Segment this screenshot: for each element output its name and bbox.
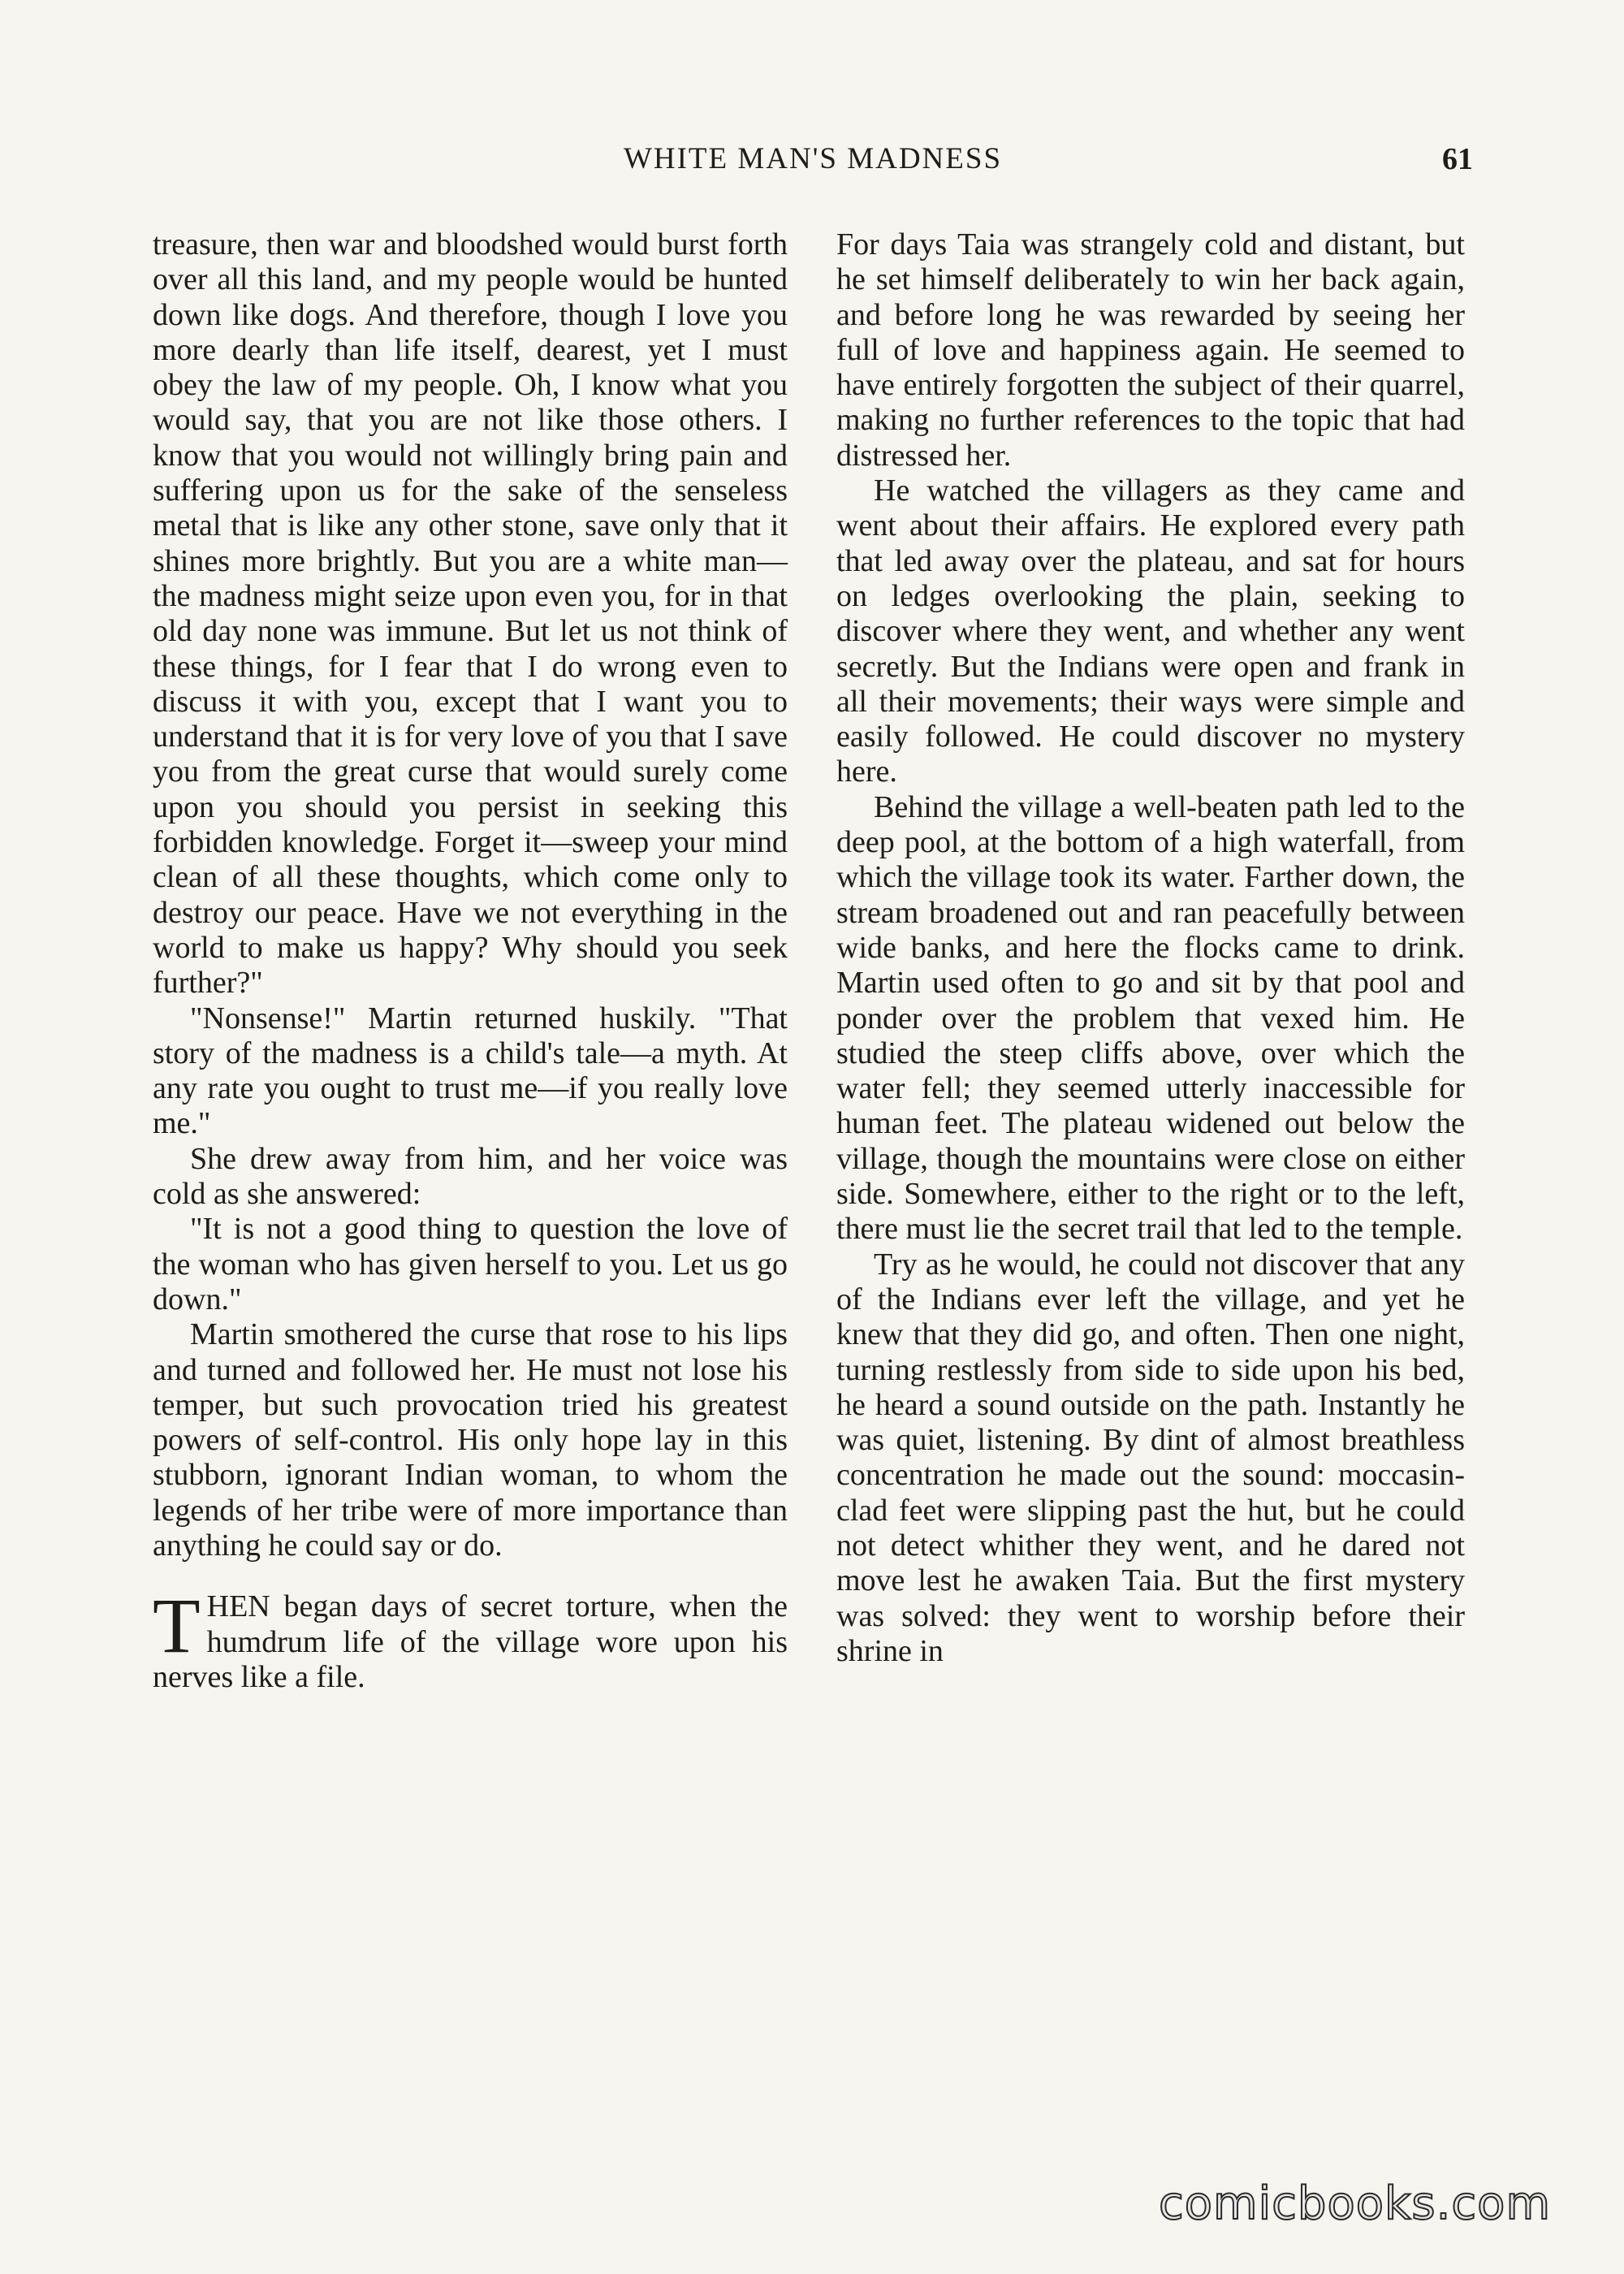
opening-smallcaps: HEN (206, 1589, 270, 1624)
page-header (153, 141, 1473, 184)
paragraph: treasure, then war and bloodshed would burst forth over all this land, and my people would be hunted down like dogs. And therefore, though I love you more dearly than life itself, dearest, yet I must obey the law of my people. Oh, I know what you would say, that you are not like those others. I know that you would not willingly bring pain and suffering upon us for the sake of the senseless metal that is like any other stone, save only that it shines more brightly. But you are a white man—the madness might seize upon even you, for in that old day none was immune. But let us not think of these things, for I fear that I do wrong even to discuss it with you, except that I want you to understand that it is for very love of you that I save you from the great curse that would surely come upon you should you persist in seeking this forbidden knowledge. Forget it—sweep your mind clean of all these thoughts, which come only to destroy our peace. Have we not everything in the world to make us happy? Why should you seek further?" (153, 227, 788, 1001)
right-column (836, 227, 1465, 1669)
paragraph: Martin smothered the curse that rose to his lips and turned and followed her. He must not lose his temper, but such provocation tried his greatest powers of self-control. His only hope lay in this stubborn, ignorant Indian woman, to whom the legends of her tribe were of more importance than anything he could say or do. (153, 1317, 788, 1563)
section-opening-paragraph (153, 1582, 788, 1695)
paragraph: "Nonsense!" Martin returned huskily. "That story of the madness is a child's tale—a myth. At any rate you ought to trust me—if you really love me." (153, 1001, 788, 1141)
left-column (153, 227, 788, 1695)
running-title: WHITE MAN'S MADNESS (623, 142, 1003, 175)
paragraph-text: began days of secret torture, when the humdrum life of the village wore upon his nerves like a file. (153, 1589, 788, 1694)
watermark: comicbooks.com (1158, 2177, 1551, 2230)
page-number: 61 (1442, 142, 1473, 176)
drop-cap: T (153, 1582, 201, 1670)
paragraph: "It is not a good thing to question the love of the woman who has given herself to you. Let us go down." (153, 1212, 788, 1316)
paragraph: He watched the villagers as they came and went about their affairs. He explored every path that led away over the plateau, and sat for hours on ledges overlooking the plain, seeking to discover where they went, and whether any went secretly. But the Indians were open and frank in all their movements; their ways were simple and easily followed. He could discover no mystery here. (836, 473, 1465, 789)
paragraph: Try as he would, he could not discover that any of the Indians ever left the village, and yet he knew that they did go, and often. Then one night, turning restlessly from side to side upon his bed, he heard a sound outside on the path. Instantly he was quiet, listening. By dint of almost breathless concentration he made out the sound: moccasin-clad feet were slipping past the hut, but he could not detect whither they went, and he dared not move lest he awaken Taia. But the first mystery was solved: they went to worship before their shrine in (836, 1247, 1465, 1668)
paragraph: For days Taia was strangely cold and distant, but he set himself deliberately to win her back again, and before long he was rewarded by seeing her full of love and happiness again. He seemed to have entirely forgotten the subject of their quarrel, making no further references to the topic that had distressed her. (836, 227, 1465, 473)
paragraph: Behind the village a well-beaten path led to the deep pool, at the bottom of a high waterfall, from which the village took its water. Farther down, the stream broadened out and ran peacefully between wide banks, and here the flocks came to drink. Martin used often to go and sit by that pool and ponder over the problem that vexed him. He studied the steep cliffs above, over which the water fell; they seemed utterly inaccessible for human feet. The plateau widened out below the village, though the mountains were close on either side. Somewhere, either to the right or to the left, there must lie the secret trail that led to the temple. (836, 789, 1465, 1247)
paragraph: She drew away from him, and her voice was cold as she answered: (153, 1141, 788, 1212)
